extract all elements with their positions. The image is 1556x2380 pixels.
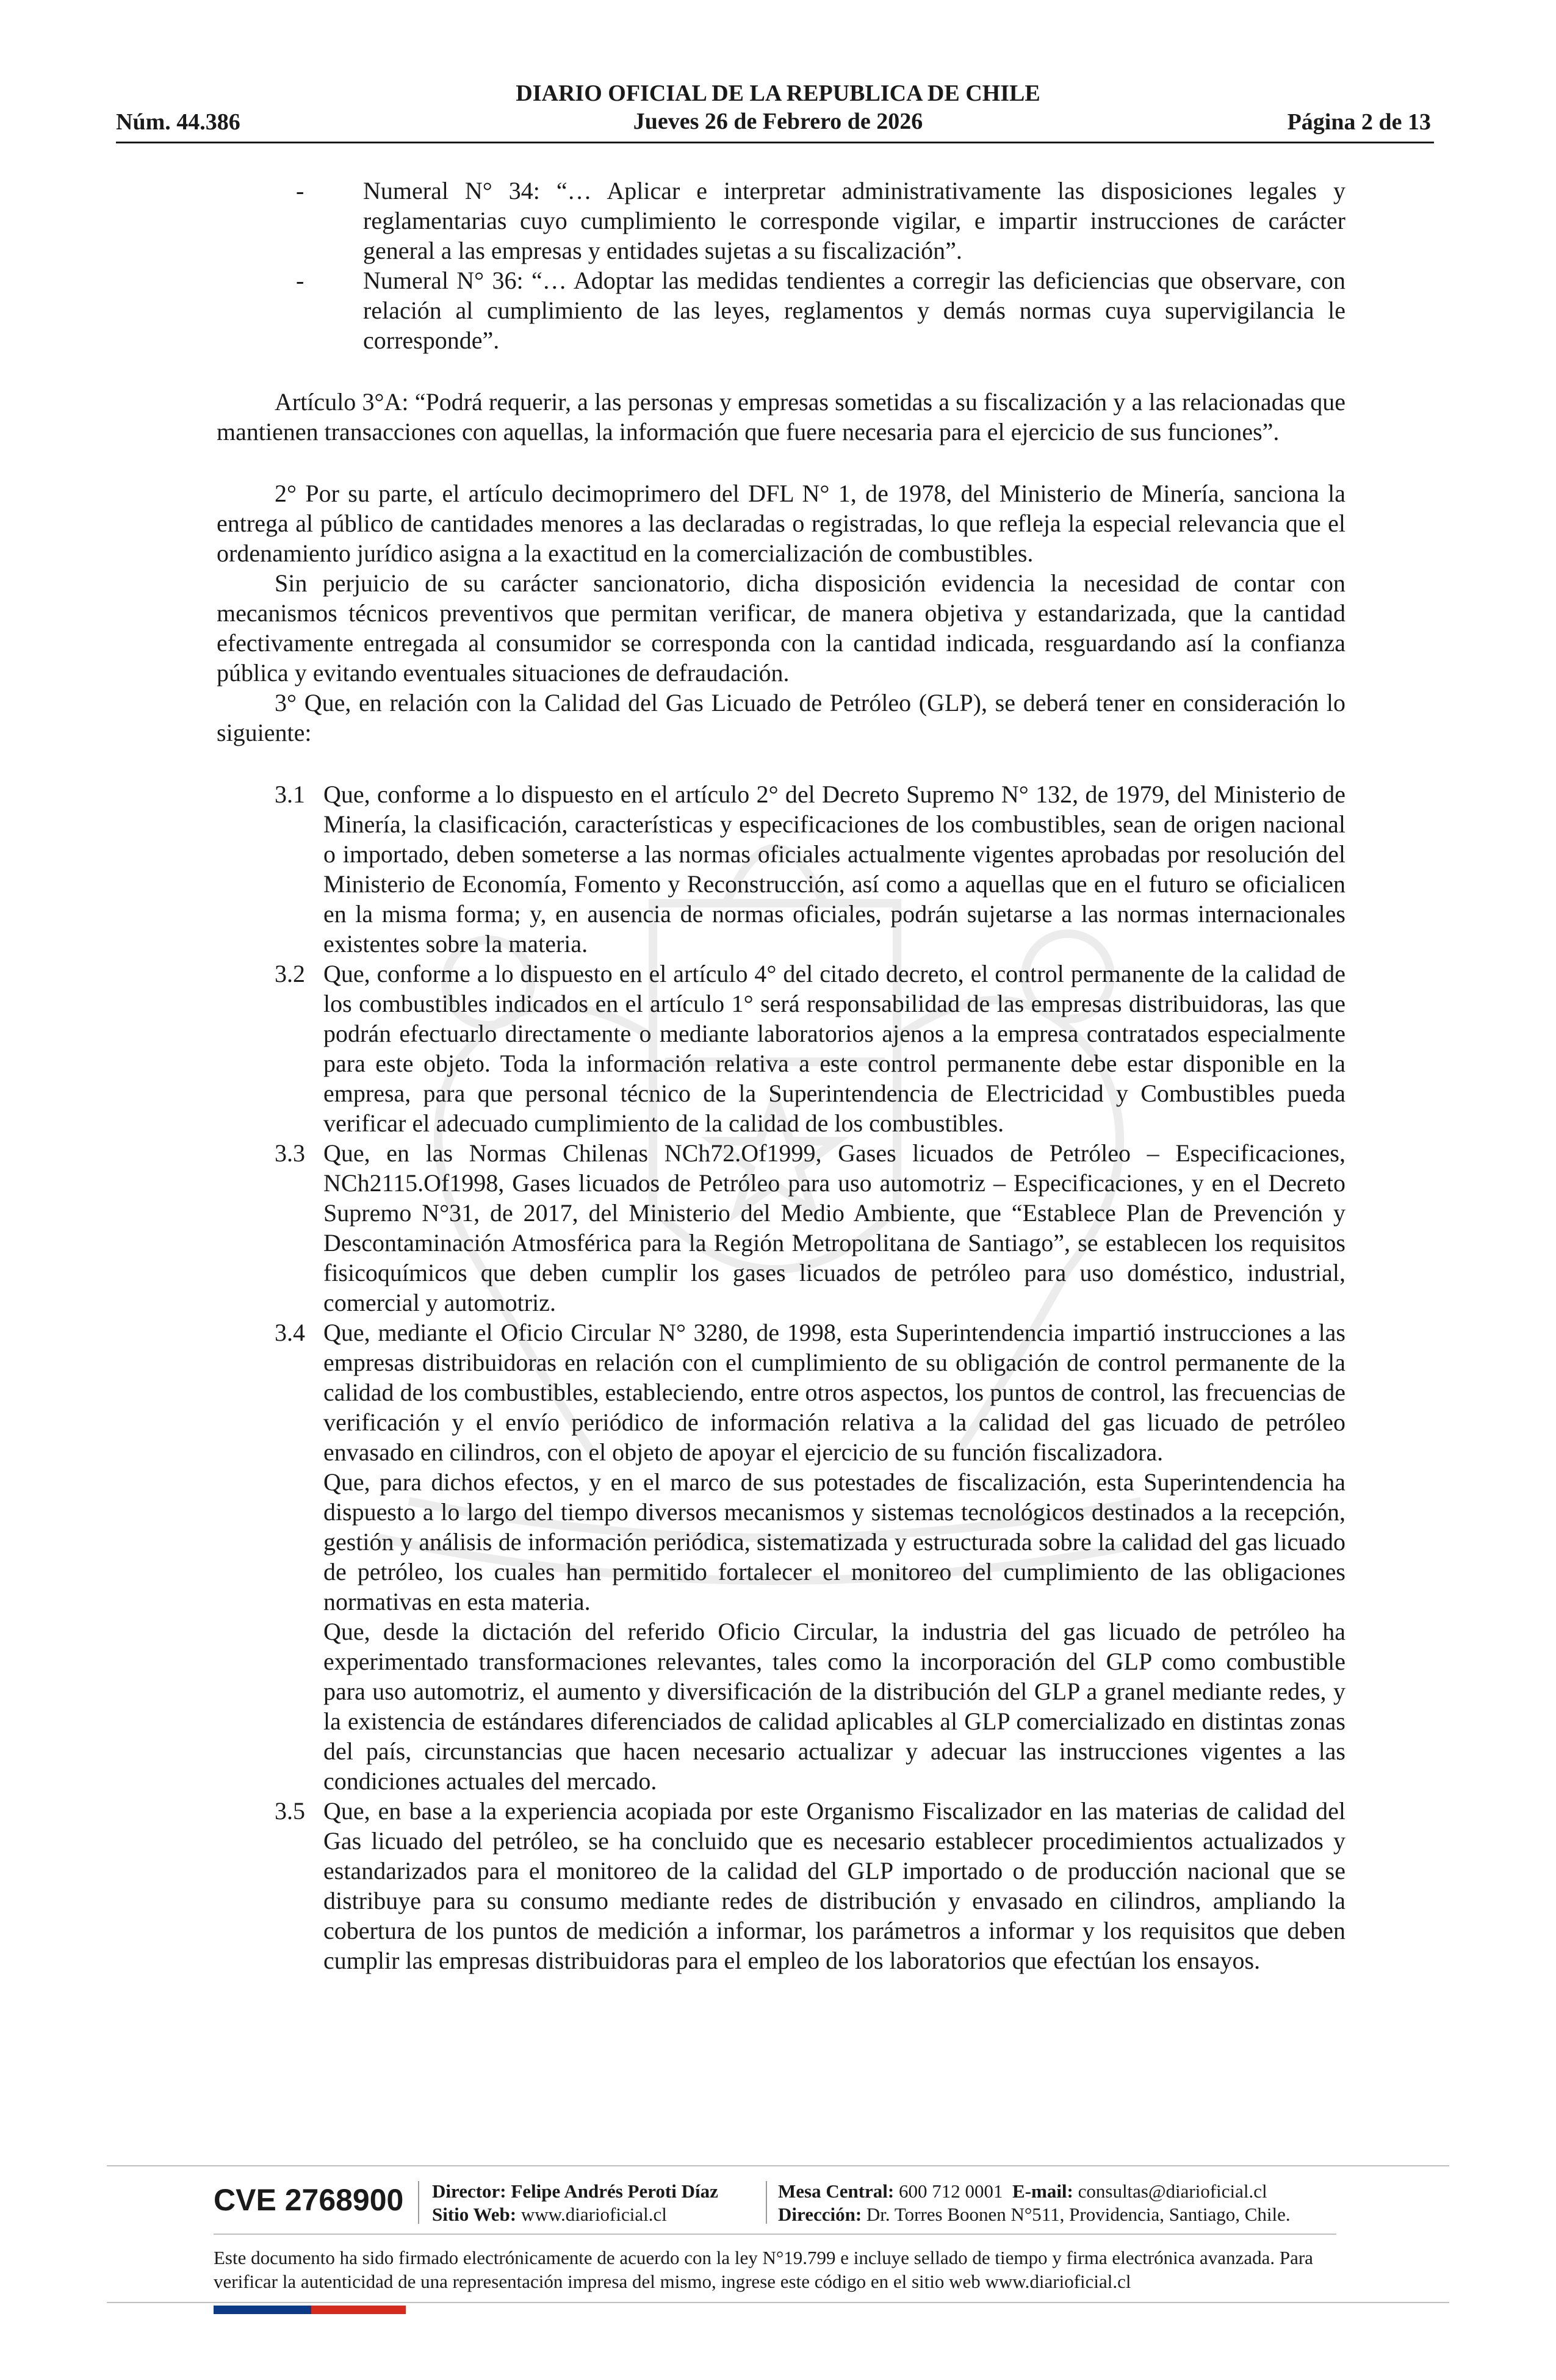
item-number: 3.1 <box>275 781 305 808</box>
site-label: Sitio Web: <box>432 2204 517 2225</box>
item-3-4-paragraph-2: Que, para dichos efectos, y en el marco de sus potestades de fiscalización, esta Superintendencia ha dispuesto a lo largo del tiempo diversos mecanismos y sistemas tecnológicos destinados a la recepción, gestión y análisis de información periódica, sistematizada y estructurada sobre la calidad del gas licuado de petróleo, los cuales han permitido fortalecer el monitoreo del cumplimiento de las obligaciones normativas en esta materia. <box>323 1468 1345 1615</box>
bullet-item <box>217 265 1345 355</box>
item-text: Que, mediante el Oficio Circular N° 3280, de 1998, esta Superintendencia impartió instrucciones a las empresas distribuidoras en relación con el cumplimiento de su obligación de control permanente de la calidad de los combustibles, estableciendo, entre otros aspectos, los puntos de control, las frecuencias de verificación y el envío periódico de información relativa a la calidad del gas licuado de petróleo envasado en cilindros, con el objeto de apoyar el ejercicio de su función fiscalizadora. <box>323 1319 1345 1466</box>
item-number: 3.5 <box>275 1797 305 1825</box>
numbered-item-3-2 <box>217 959 1345 1138</box>
director-name: Felipe Andrés Peroti Díaz <box>511 2180 718 2202</box>
bullet-text: Numeral N° 34: “… Aplicar e interpretar administrativamente las disposiciones legales y reglamentarias cuyo cumplimiento le corresponde vigilar, e impartir instrucciones de carácter general a las empresas y entidades sujetas a su fiscalización”. <box>363 177 1345 264</box>
address-value: Dr. Torres Boonen N°511, Providencia, Santiago, Chile. <box>866 2204 1291 2225</box>
site-link[interactable]: www.diarioficial.cl <box>520 2204 667 2225</box>
header-divider <box>116 142 1434 143</box>
paragraph-2-main: 2° Por su parte, el artículo decimoprimero del DFL N° 1, de 1978, del Ministerio de Minería, sanciona la entrega al público de cantidades menores a las declaradas o registradas, lo que refleja la especial relevancia que el ordenamiento jurídico asigna a la exactitud en la comercialización de combustibles. <box>217 480 1345 567</box>
document-body <box>217 176 1345 1975</box>
numbered-item-3-4 <box>217 1318 1345 1467</box>
item-number: 3.3 <box>275 1139 305 1167</box>
phone-value: 600 712 0001 <box>899 2180 1003 2202</box>
item-text: Que, conforme a lo dispuesto en el artículo 2° del Decreto Supremo N° 132, de 1979, del Ministerio de Minería, la clasificación, características y especificaciones de los combustibles, sean de origen nacional o importado, deben someterse a las normas oficiales actualmente vigentes aprobadas por resolución del Ministerio de Economía, Fomento y Reconstrucción, así como a aquellas que en el futuro se oficialicen en la misma forma; y, en ausencia de normas oficiales, podrán sujetarse a las normas internacionales existentes sobre la materia. <box>323 781 1345 957</box>
numbered-item-3-1 <box>217 779 1345 959</box>
footer-divider-bottom <box>107 2302 1449 2303</box>
footer-separator <box>766 2181 767 2224</box>
item-number: 3.2 <box>275 960 305 987</box>
footer-contact-block <box>778 2180 1291 2226</box>
phone-label: Mesa Central: <box>778 2180 895 2202</box>
item-text: Que, conforme a lo dispuesto en el artículo 4° del citado decreto, el control permanente de la calidad de los combustibles indicados en el artículo 1° será responsabilidad de las empresas distribuidoras, las que podrán efectuarlo directamente o mediante laboratorios ajenos a la empresa contratados especialmente para este objeto. Toda la información relativa a este control permanente debe estar disponible en la empresa, para que personal técnico de la Superintendencia de Electricidad y Combustibles pueda verificar el adecuado cumplimiento de la calidad de los combustibles. <box>323 960 1345 1137</box>
issue-number: Núm. 44.386 <box>116 109 240 135</box>
bullet-dash: - <box>296 267 304 294</box>
bullet-text: Numeral N° 36: “… Adoptar las medidas tendientes a corregir las deficiencias que observare, con relación al cumplimiento de las leyes, reglamentos y demás normas cuya supervigilancia le corresponde”. <box>363 267 1345 354</box>
signature-notice: Este documento ha sido firmado electrónicamente de acuerdo con la ley N°19.799 e incluye sellado de tiempo y firma electrónica avanzada. Para verificar la autenticidad de una representación impresa del mismo, ingrese este código en el sitio web www.diarioficial.cl <box>214 2247 1313 2292</box>
flag-stripe-red <box>311 2306 406 2314</box>
email-label: E-mail: <box>1012 2180 1073 2202</box>
numbered-item-3-5 <box>217 1796 1345 1975</box>
item-number: 3.4 <box>275 1319 305 1346</box>
footer-divider-top <box>107 2165 1449 2166</box>
bullet-dash: - <box>296 177 304 204</box>
bullet-item <box>217 176 1345 265</box>
paragraph-2-continued: Sin perjuicio de su carácter sancionatorio, dicha disposición evidencia la necesidad de contar con mecanismos técnicos preventivos que permitan verificar, de manera objetiva y estandarizada, que la cantidad efectivamente entregada al consumidor se corresponda con la cantidad indicada, resguardando así la confianza pública y evitando eventuales situaciones de defraudación. <box>217 569 1345 687</box>
director-label: Director: <box>432 2180 506 2202</box>
page-indicator: Página 2 de 13 <box>1287 109 1431 135</box>
footer-divider-middle <box>214 2234 1336 2235</box>
email-link[interactable]: consultas@diarioficial.cl <box>1078 2180 1267 2202</box>
article-3a-paragraph: Artículo 3°A: “Podrá requerir, a las personas y empresas sometidas a su fiscalización y a las relacionadas que mantienen transacciones con aquellas, la información que fuere necesaria para el ejercicio de sus funciones”. <box>217 388 1345 445</box>
footer-separator <box>418 2181 419 2224</box>
cve-code: CVE 2768900 <box>214 2183 404 2217</box>
item-text: Que, en las Normas Chilenas NCh72.Of1999, Gases licuados de Petróleo – Especificaciones, NCh2115.Of1998, Gases licuados de Petróleo para uso automotriz – Especificaciones, y en el Decreto Supremo N°31, de 2017, del Ministerio del Medio Ambiente, que “Establece Plan de Prevención y Descontaminación Atmosférica para la Región Metropolitana de Santiago”, se establecen los requisitos fisicoquímicos que deben cumplir los gases licuados de petróleo para uso doméstico, industrial, comercial y automotriz. <box>323 1139 1345 1316</box>
footer-director-block <box>432 2180 718 2226</box>
item-3-4-paragraph-3: Que, desde la dictación del referido Oficio Circular, la industria del gas licuado de petróleo ha experimentado transformaciones relevantes, tales como la incorporación del GLP como combustible para uso automotriz, el aumento y diversificación de la distribución del GLP a granel mediante redes, y la existencia de estándares diferenciados de calidad aplicables al GLP comercializado en distintas zonas del país, circunstancias que hacen necesario actualizar y adecuar las instrucciones vigentes a las condiciones actuales del mercado. <box>323 1618 1345 1795</box>
issue-date: Jueves 26 de Febrero de 2026 <box>633 109 923 134</box>
address-label: Dirección: <box>778 2204 862 2225</box>
flag-stripe-blue <box>214 2306 311 2314</box>
paragraph-3-intro: 3° Que, en relación con la Calidad del Gas Licuado de Petróleo (GLP), se deberá tener en consideración lo siguiente: <box>217 689 1345 746</box>
numbered-item-3-3 <box>217 1138 1345 1318</box>
item-text: Que, en base a la experiencia acopiada por este Organismo Fiscalizador en las materias de calidad del Gas licuado del petróleo, se ha concluido que es necesario establecer procedimientos actualizados y estandarizados para el monitoreo de la calidad del GLP importado o de producción nacional que se distribuye para su consumo mediante redes de distribución y envasado en cilindros, ampliando la cobertura de los puntos de medición a informar, los parámetros a informar y los requisitos que deben cumplir las empresas distribuidoras para el empleo de los laboratorios que efectúan los ensayos. <box>323 1797 1345 1974</box>
gazette-title: DIARIO OFICIAL DE LA REPUBLICA DE CHILE <box>516 81 1040 106</box>
